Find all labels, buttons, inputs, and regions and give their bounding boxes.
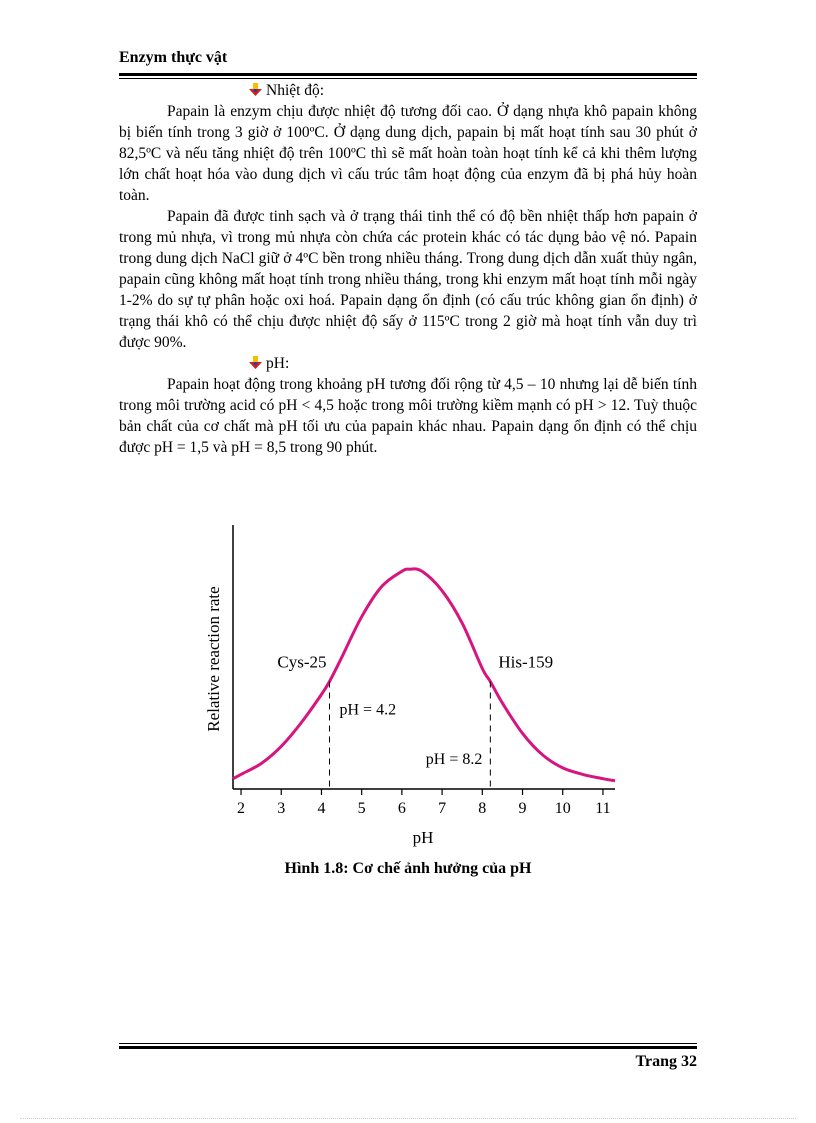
section-heading-temperature xyxy=(119,80,697,101)
arrow-bullet-icon xyxy=(249,356,262,369)
annotation-ph-8-2: pH = 8.2 xyxy=(425,751,483,768)
footer-rule xyxy=(119,1046,697,1049)
header-rule-thin xyxy=(119,78,697,79)
x-tick-label: 10 xyxy=(554,800,571,817)
x-tick-label: 8 xyxy=(478,800,487,817)
section-heading-label: Nhiệt độ: xyxy=(266,82,325,99)
annotation-his-159: His-159 xyxy=(498,652,554,672)
x-tick-label: 6 xyxy=(397,800,406,817)
figure-caption: Hình 1.8: Cơ chế ảnh hưởng của pH xyxy=(284,860,532,877)
footer-dotted-line xyxy=(20,1118,796,1119)
annotation-ph-4-2: pH = 4.2 xyxy=(339,701,397,719)
section-heading-ph xyxy=(119,353,697,374)
paragraph: Papain đã được tinh sạch và ở trạng thái tinh thể có độ bền nhiệt thấp hơn papain ở trong mủ nhựa, vì trong mủ nhựa còn chứa các protein khác có tác dụng bảo vệ nó. Papain trong dung dịch NaCl giữ ở 4ºC bền trong nhiều tháng. Trong dung dịch dẫn xuất thủy ngân, papain cũng không mất hoạt tính trong nhiều tháng, trong khi enzym mất hoạt tính mỗi ngày 1-2% do sự tự phân hoặc oxi hoá. Papain dạng ổn định (có cấu trúc không gian ổn định) ở trạng thái khô có thể chịu được nhiệt độ sấy ở 115ºC trong 2 giờ mà hoạt tính vẫn duy trì được 90%. xyxy=(119,208,697,351)
header-rule xyxy=(119,73,697,76)
paragraph: Papain hoạt động trong khoảng pH tương đối rộng từ 4,5 – 10 nhưng lại dễ biến tính trong môi trường acid có pH < 4,5 hoặc trong môi trường kiềm mạnh có pH > 12. Tuỳ thuộc bản chất của cơ chất mà pH tối ưu của papain khác nhau. Papain dạng ổn định có thể chịu được pH = 1,5 và pH = 8,5 trong 90 phút. xyxy=(119,376,697,456)
paragraph: Papain là enzym chịu được nhiệt độ tương đối cao. Ở dạng nhựa khô papain không bị biến tính trong 3 giờ ở 100ºC. Ở dạng dung dịch, papain bị mất hoạt tính sau 30 phút ở 82,5ºC và nếu tăng nhiệt độ trên 100ºC thì sẽ mất hoàn toàn hoạt tính kể cả khi thêm lượng lớn chất hoạt hóa vào dung dịch vì cấu trúc tâm hoạt động của enzym đã bị phá hủy hoàn toàn. xyxy=(119,103,697,204)
x-tick-label: 2 xyxy=(237,800,246,817)
footer-rule-thin xyxy=(119,1043,697,1044)
y-axis-label: Relative reaction rate xyxy=(204,586,223,732)
document-body xyxy=(119,80,697,458)
x-tick-label: 4 xyxy=(317,800,326,817)
header-title: Enzym thực vật xyxy=(119,49,228,66)
reaction-rate-curve xyxy=(233,569,615,781)
ph-activity-chart xyxy=(195,515,625,855)
x-tick-label: 3 xyxy=(277,800,286,817)
section-heading-label: pH: xyxy=(266,355,290,372)
x-tick-label: 7 xyxy=(438,800,447,817)
x-tick-label: 11 xyxy=(595,800,611,817)
x-axis-label: pH xyxy=(412,828,434,847)
x-tick-label: 5 xyxy=(357,800,366,817)
page-number: Trang 32 xyxy=(635,1053,697,1070)
arrow-bullet-icon xyxy=(249,83,262,96)
annotation-cys-25: Cys-25 xyxy=(277,652,327,672)
x-tick-label: 9 xyxy=(518,800,527,817)
